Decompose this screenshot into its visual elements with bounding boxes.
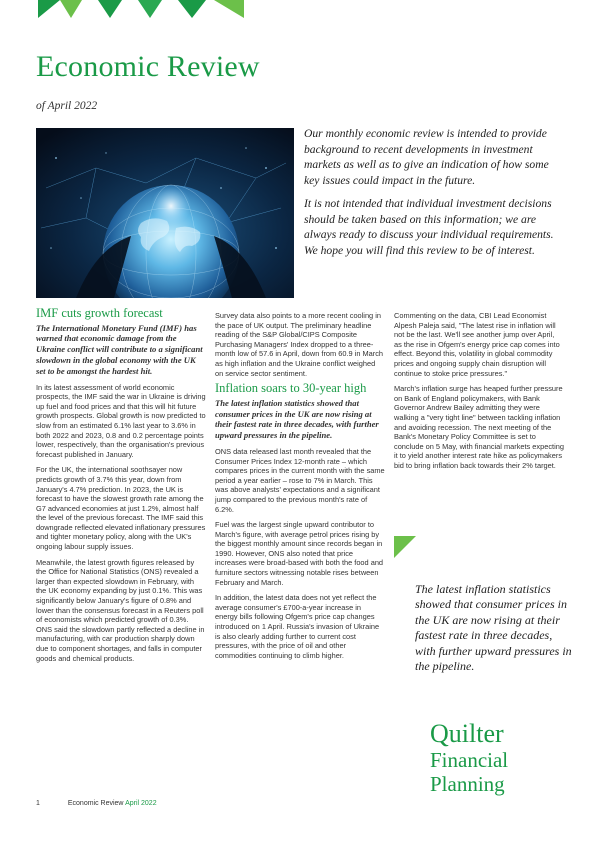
- quilter-logo: [430, 720, 508, 796]
- document-date: of April 2022: [36, 100, 98, 112]
- intro-paragraph-2: It is not intended that individual investment decisions should be taken based on this information; we are always ready to discuss your individual requirements. We hope you will find this review to be of interest.: [304, 197, 554, 257]
- inflation-paragraph-1: ONS data released last month revealed that the Consumer Prices Index 12-month rate – which compares prices in the current month with the same period a year earlier – rose to 7% in March. This was above analysts' expectations and a significant jump compared to the previous month's rate of 6.2%.: [215, 446, 385, 514]
- column-1: [36, 306, 206, 669]
- footer-label: Economic Review: [67, 800, 124, 807]
- survey-paragraph: Survey data also points to a more recent cooling in the pace of UK output. The preliminary headline reading of the S&P Global/CIPS Composite Purchasing Managers' Index dropped to a three-month low of 57.6 in April, down from 60.9 in March as high inflation and the Ukraine conflict weighed on service sector sentiment.: [215, 311, 384, 378]
- quote-triangle-decoration: [394, 536, 416, 563]
- logo-line-3: Planning: [430, 772, 505, 796]
- inflation-paragraph-3: In addition, the latest data does not yet reflect the average consumer's £700-a-year increase in energy bills following Ofgem's price cap changes introduced on 1 April. Russia's invasion of Ukraine is also clearly adding further to current cost pressures, with the price of oil and other commodities continuing to climb higher.: [215, 593, 380, 660]
- logo-line-1: Quilter: [430, 719, 504, 748]
- cbi-paragraph: Commenting on the data, CBI Lead Economist Alpesh Paleja said, "The latest rise in inflation will not be the last. We'll see another jump over April, as the rise in Ofgem's energy price cap comes into effect. Beyond this, volatility in global commodity prices and ongoing supply chain disruption will continue to stoke price pressures.": [394, 311, 560, 378]
- pull-quote: The latest inflation statistics showed that consumer prices in the UK are now rising at their fastest rate in three decades, with further upward pressures in the pipeline.: [415, 582, 572, 674]
- logo-line-2: Financial: [430, 748, 509, 772]
- column-2: [215, 311, 385, 666]
- section-heading-inflation: Inflation soars to 30-year high: [215, 381, 367, 396]
- top-triangles-decoration: [38, 0, 248, 18]
- boe-paragraph: March's inflation surge has heaped further pressure on Bank of England policymakers, with Bank Governor Andrew Bailey admitting they were walking a "very tight line" between tackling inflation and avoiding recession. The next meeting of the Bank's Monetary Policy Committee is set to conclude on 5 May, with financial markets expecting it to yield another interest rate hike as policymakers bid to bring inflation back towards their 2% target.: [394, 384, 564, 470]
- document-title: Economic Review: [36, 50, 260, 83]
- imf-paragraph-1: In its latest assessment of world economic prospects, the IMF said the war in Ukraine is driving up fuel and food prices and that this will hit future growth prospects. Global growth is now predicted to slow from an estimated 6.1% last year to 3.6% in both 2022 and 2023, 0.8 and 0.2 percentage points lower, respectively, than the organisation's previous forecast published in January.: [36, 382, 206, 459]
- intro-text: [304, 126, 566, 266]
- column-3: [394, 311, 564, 477]
- page-number: 1: [36, 800, 40, 807]
- imf-lead: The International Monetary Fund (IMF) has warned that economic damage from the Ukraine conflict will contribute to a significant slowdown in the global economy with the UK set to be amongst the hardest hit.: [36, 322, 203, 376]
- inflation-lead: The latest inflation statistics showed that consumer prices in the UK are now rising at their fastest rate in three decades, with further upward pressures in the pipeline.: [215, 397, 379, 441]
- section-heading-imf: IMF cuts growth forecast: [36, 306, 163, 320]
- intro-paragraph-1: Our monthly economic review is intended to provide background to recent developments in investment markets as well as to give an indication of how some key issues could impact in the future.: [304, 127, 549, 187]
- hero-globe-image: [36, 128, 294, 298]
- footer-month: April 2022: [125, 800, 157, 807]
- inflation-paragraph-2: Fuel was the largest single upward contributor to March's figure, with average petrol prices rising by the biggest monthly amount since records began in 1990. However, ONS also noted that price increases were broad-based with both the food and furniture sectors witnessing notable rises between February and March.: [215, 520, 384, 587]
- imf-paragraph-2: For the UK, the international soothsayer now predicts growth of 3.7% this year, down from January's 4.7% prediction. In 2023, the UK is forecast to have the slowest growth rate among the G7 advanced economies at just 1.2%, almost half the level of the previous forecast. The IMF said this downgrade reflected elevated inflationary pressures and tighter monetary policy, along with the UK's ongoing labour supply issues.: [36, 465, 206, 552]
- imf-paragraph-3: Meanwhile, the latest growth figures released by the Office for National Statistics (ONS) revealed a larger than expected slowdown in February, with the UK economy expanding by just 0.1%. This was significantly below January's figure of 0.8% and lower than the consensus forecast in a Reuters poll of economists which predicted growth of 0.3%. ONS said the slowdown partly reflected a decline in manufacturing, with car production sharply down due to component shortages, and falls in computer goods and chemical products.: [36, 557, 205, 663]
- page-footer: [36, 800, 157, 807]
